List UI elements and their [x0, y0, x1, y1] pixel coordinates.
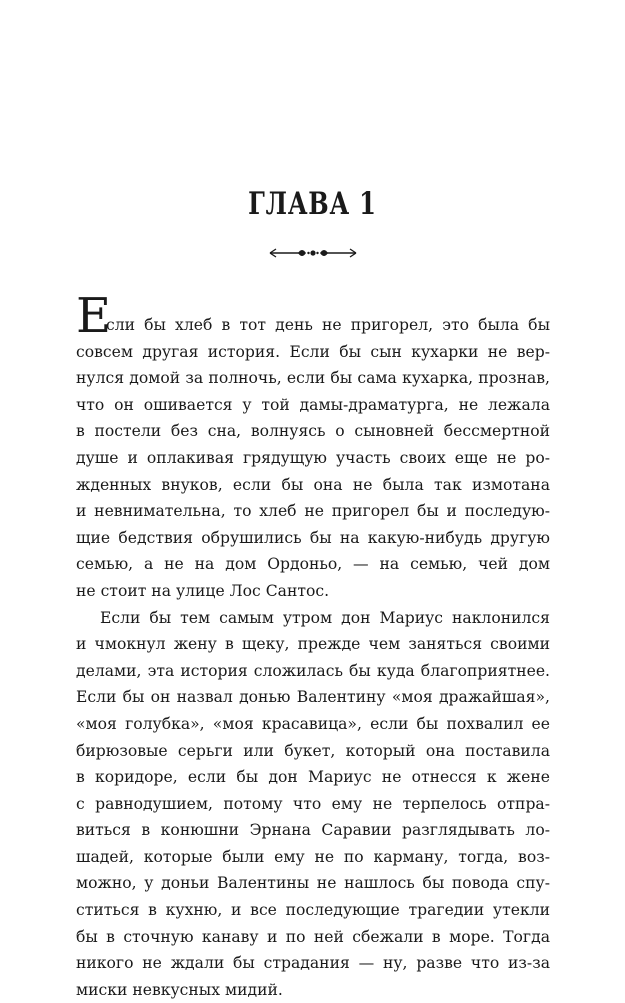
text-line: ститься в кухню, и все последующие трагедии утекли	[76, 901, 550, 920]
text-line: что он ошивается у той дамы-драматурга, не лежала	[76, 395, 550, 414]
text-line: нулся домой за полночь, если бы сама кухарка, прознав,	[76, 369, 550, 388]
text-line: и чмокнул жену в щеку, прежде чем заняться своими	[76, 635, 550, 654]
text-line: в коридоре, если бы дон Мариус не отнесся к жене	[76, 768, 550, 787]
text-line: никого не ждали бы страдания — ну, разве что из-за	[76, 954, 550, 973]
text-line: «моя голубка», «моя красавица», если бы похвалил ее	[76, 714, 550, 733]
text-line: в постели без сна, волнуясь о сыновней бессмертной	[76, 422, 550, 441]
text-line: душе и оплакивая грядущую участь своих еще не ро-	[76, 448, 550, 467]
text-line: Если бы тем самым утром дон Мариус наклонился	[100, 608, 550, 627]
chapter-body	[76, 288, 550, 1003]
text-line: не стоит на улице Лос Сантос.	[76, 581, 330, 600]
first-line-text: сли бы хлеб в тот день не пригорел, это была бы	[106, 316, 550, 334]
text-line: можно, у доньи Валентины не нашлось бы повода спу-	[76, 874, 550, 893]
text-line: шадей, которые были ему не по карману, тогда, воз-	[76, 847, 550, 866]
text-line: совсем другая история. Если бы сын кухарки не вер-	[76, 342, 550, 361]
text-line: и невнимательна, то хлеб не пригорел бы и последую-	[76, 502, 550, 521]
paragraph	[76, 288, 550, 605]
drop-cap: Е	[76, 288, 112, 344]
text-line: жденных внуков, если бы она не была так измотана	[76, 475, 550, 494]
text-line: с равнодушием, потому что ему не терпелось отпра-	[76, 794, 550, 813]
text-line: бы в сточную канаву и по ней сбежали в море. Тогда	[76, 927, 550, 946]
text-line: бирюзовые серьги или букет, который она поставила	[76, 741, 550, 760]
text-line: делами, эта история сложилась бы куда благоприятнее.	[76, 661, 550, 680]
text-line: щие бедствия обрушились бы на какую-нибудь другую	[76, 528, 550, 547]
text-line: виться в конюшни Эрнана Саравии разглядывать ло-	[76, 821, 550, 840]
first-line	[76, 288, 550, 344]
text-line: миски невкусных мидий.	[76, 980, 283, 999]
flourish-divider-icon	[268, 244, 358, 262]
chapter-title: ГЛАВА 1	[248, 186, 377, 222]
text-line: семью, а не на дом Ордоньо, — на семью, чей дом	[76, 555, 550, 574]
text-line: Если бы он назвал донью Валентину «моя дражайшая»,	[76, 688, 550, 707]
paragraph	[76, 605, 550, 1003]
